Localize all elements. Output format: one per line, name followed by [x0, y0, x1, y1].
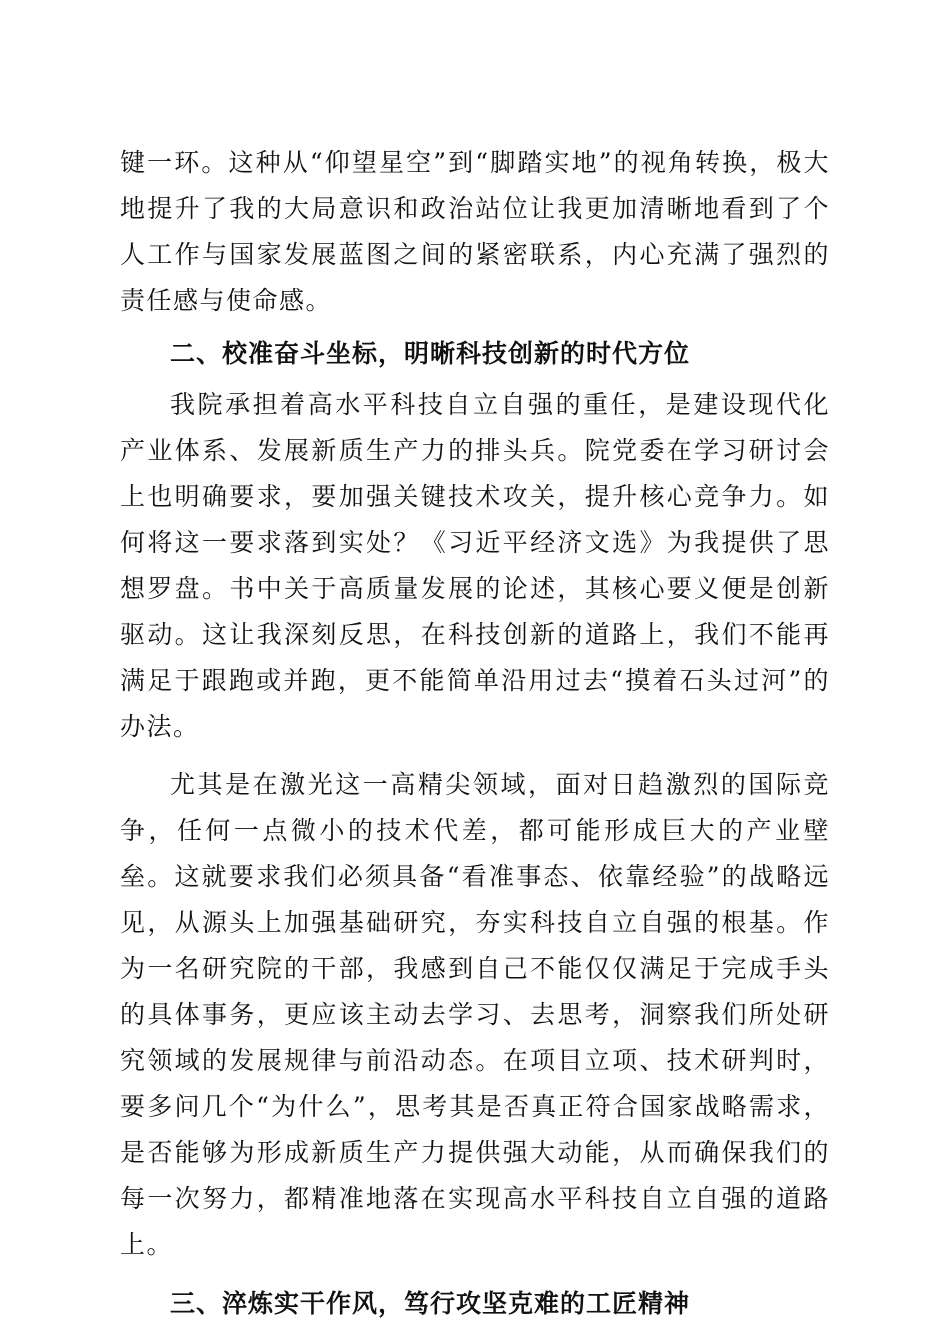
paragraph-innovation-mission: 我院承担着高水平科技自立自强的重任，是建设现代化产业体系、发展新质生产力的排头兵。院党委在学习研讨会上也明确要求，要加强关键技术攻关，提升核心竞争力。如何将这一要求落到实处？《习近平经济文选》为我提供了思想罗盘。书中关于高质量发展的论述，其核心要义便是创新驱动。这让我深刻反思，在科技创新的道路上，我们不能再满足于跟跑或并跑，更不能简单沿用过去“摸着石头过河”的办法。 [120, 390, 830, 741]
document-body [120, 140, 830, 1328]
paragraph-continuation: 键一环。这种从“仰望星空”到“脚踏实地”的视角转换，极大地提升了我的大局意识和政治站位让我更加清晰地看到了个人工作与国家发展蓝图之间的紧密联系，内心充满了强烈的责任感与使命感。 [120, 148, 830, 315]
section-heading-3: 三、淬炼实干作风，笃行攻坚克难的工匠精神 [170, 1289, 691, 1318]
section-heading-2: 二、校准奋斗坐标，明晰科技创新的时代方位 [170, 339, 691, 368]
paragraph-laser-field: 尤其是在激光这一高精尖领域，面对日趋激烈的国际竞争，任何一点微小的技术代差，都可能形成巨大的产业壁垒。这就要求我们必须具备“看准事态、依靠经验”的战略远见，从源头上加强基础研究，夯实科技自立自强的根基。作为一名研究院的干部，我感到自己不能仅仅满足于完成手头的具体事务，更应该主动去学习、去思考，洞察我们所处研究领域的发展规律与前沿动态。在项目立项、技术研判时，要多问几个“为什么”，思考其是否真正符合国家战略需求，是否能够为形成新质生产力提供强大动能，从而确保我们的每一次努力，都精准地落在实现高水平科技自立自强的道路上。 [120, 770, 830, 1259]
